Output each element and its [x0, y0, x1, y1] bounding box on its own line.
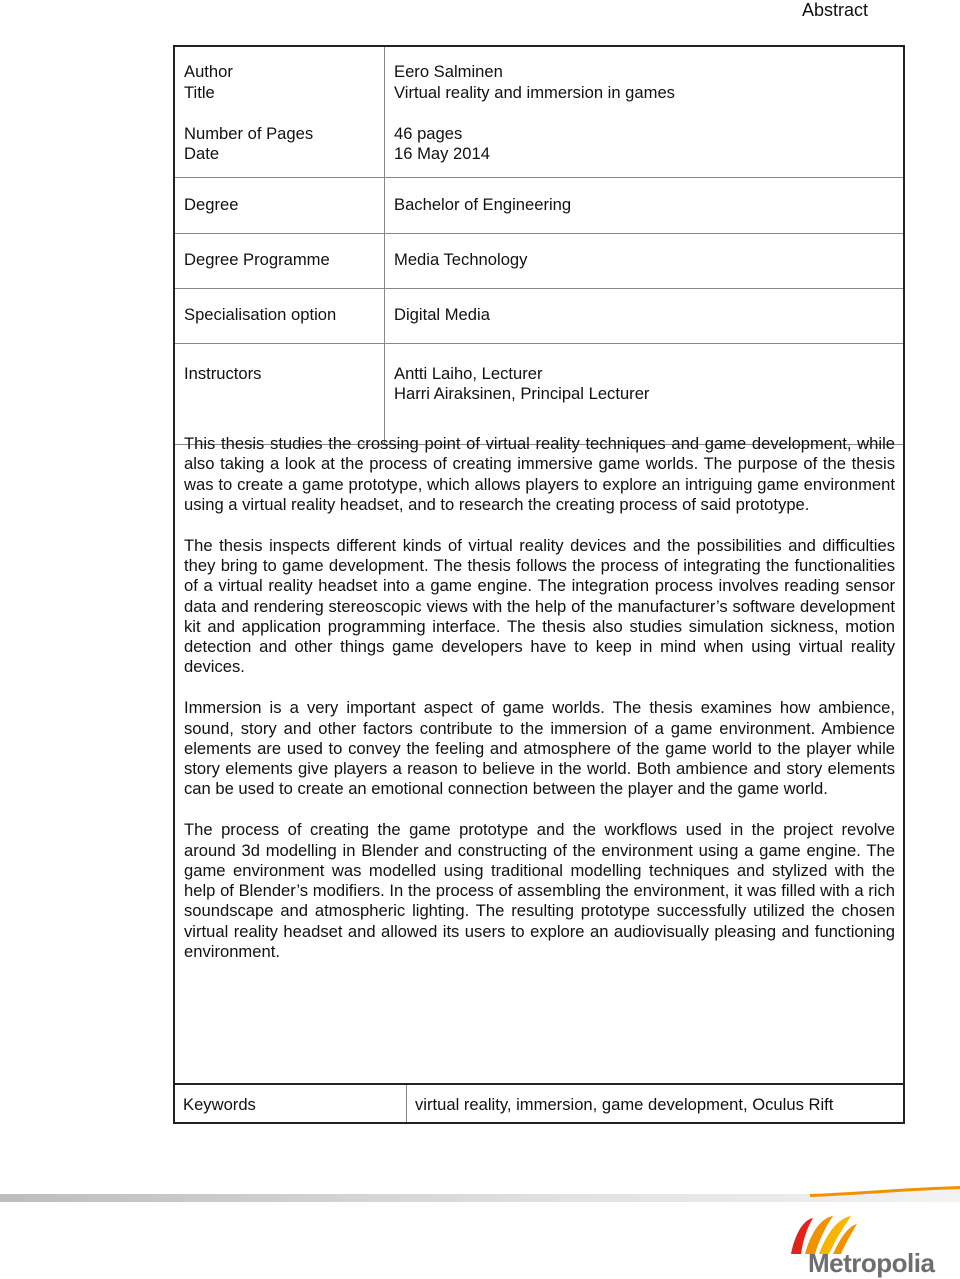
instructor-2: Harri Airaksinen, Principal Lecturer	[394, 384, 650, 403]
programme-label: Degree Programme	[174, 233, 385, 288]
abstract-body	[173, 424, 905, 1083]
author-title-values	[385, 46, 905, 177]
meta-row-author-title	[174, 46, 904, 177]
programme-value: Media Technology	[385, 233, 905, 288]
meta-row-degree	[174, 177, 904, 233]
title-label: Title	[184, 82, 215, 102]
thesis-metadata-table	[173, 45, 905, 445]
abstract-paragraph: This thesis studies the crossing point of virtual reality techniques and game development, while also taking a look at the process of creating immersive game worlds. The purpose of the thesis was to create a game prototype, which allows players to explore an intriguing game environment using a virtual reality headset, and to research the creating process of said prototype.	[184, 434, 895, 514]
keywords-value: virtual reality, immersion, game development, Oculus Rift	[415, 1095, 834, 1114]
keywords-row	[173, 1083, 905, 1124]
meta-row-programme	[174, 233, 904, 288]
degree-label: Degree	[174, 177, 385, 233]
date-label: Date	[184, 144, 220, 163]
specialisation-value: Digital Media	[385, 288, 905, 343]
pages-value: 46 pages	[394, 123, 463, 143]
abstract-paragraph: The process of creating the game prototype and the workflows used in the project revolve around 3d modelling in Blender and constructing of the environment using a game engine. The game environment was modelled using traditional modelling techniques and stylized with the help of Blender’s modifiers. In the process of assembling the environment, it was filled with a rich soundscape and atmospheric lighting. The resulting prototype successfully utilized the chosen virtual reality headset and allowed its users to explore an audiovisually pleasing and functioning environment.	[184, 820, 895, 962]
page-header-title: Abstract	[801, 0, 868, 20]
title-value: Virtual reality and immersion in games	[394, 82, 675, 102]
degree-value: Bachelor of Engineering	[385, 177, 905, 233]
abstract-paragraph: The thesis inspects different kinds of virtual reality devices and the possibilities and difficulties they bring to game development. The thesis follows the process of integrating the functionalities of a virtual reality headset into a game engine. The integration process involves reading sensor data and rendering stereoscopic views with the help of the manufacturer’s software development kit and application programming interface. The thesis also studies simulation sickness, motion detection and other things game developers have to keep in mind when using virtual reality devices.	[184, 535, 895, 677]
specialisation-label: Specialisation option	[174, 288, 385, 343]
author-title-labels	[174, 46, 385, 177]
metropolia-logo-text: Metropolia	[808, 1248, 935, 1278]
author-label: Author	[184, 62, 233, 81]
abstract-paragraph: Immersion is a very important aspect of game worlds. The thesis examines how ambience, sound, story and other factors contribute to the immersion of a game environment. Ambience elements are used to convey the feeling and atmosphere of the game world to the player while story elements give players a reason to believe in the world. Both ambience and story elements can be used to create an emotional connection between the player and the game world.	[184, 698, 895, 799]
footer-stripe	[0, 1186, 960, 1202]
keywords-label: Keywords	[175, 1085, 407, 1122]
pages-label: Number of Pages	[184, 123, 314, 143]
meta-row-specialisation	[174, 288, 904, 343]
date-value: 16 May 2014	[394, 144, 490, 163]
author-value: Eero Salminen	[394, 62, 503, 81]
instructors-label: Instructors	[174, 343, 385, 444]
instructor-1: Antti Laiho, Lecturer	[394, 363, 543, 383]
